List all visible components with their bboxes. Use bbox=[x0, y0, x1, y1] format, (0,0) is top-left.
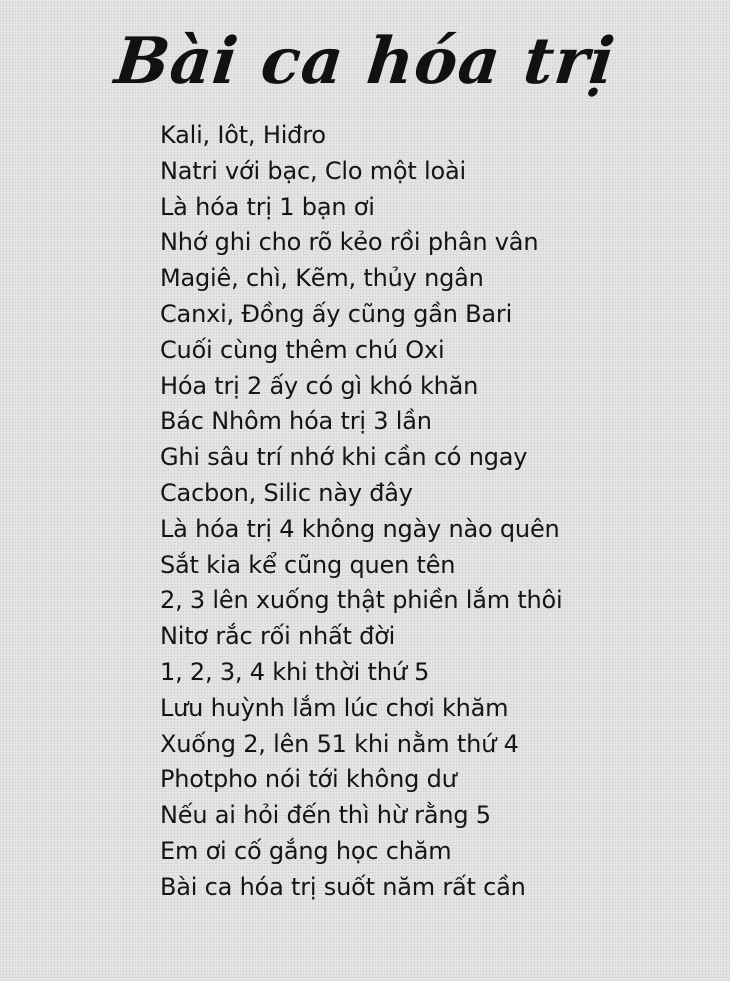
poem-line: Nếu ai hỏi đến thì hừ rằng 5 bbox=[160, 801, 491, 830]
poem-line: Hóa trị 2 ấy có gì khó khăn bbox=[160, 371, 479, 400]
poem-line: Magiê, chì, Kẽm, thủy ngân bbox=[160, 264, 484, 293]
poem-line: Bác Nhôm hóa trị 3 lần bbox=[160, 407, 432, 436]
poem-line: Bài ca hóa trị suốt năm rất cần bbox=[160, 872, 526, 901]
poem-line: Xuống 2, lên 51 khi nằm thứ 4 bbox=[160, 729, 519, 758]
poem-line: Lưu huỳnh lắm lúc chơi khăm bbox=[160, 693, 509, 722]
poem-line: Nhớ ghi cho rõ kẻo rồi phân vân bbox=[160, 228, 539, 257]
poem-line: 1, 2, 3, 4 khi thời thứ 5 bbox=[160, 657, 430, 686]
poem-line: 2, 3 lên xuống thật phiền lắm thôi bbox=[160, 586, 563, 615]
poem-line: Nitơ rắc rối nhất đời bbox=[160, 622, 396, 651]
poem-line: Kali, Iôt, Hiđro bbox=[160, 121, 326, 149]
poem-line: Là hóa trị 1 bạn ơi bbox=[160, 192, 375, 221]
poem-line: Là hóa trị 4 không ngày nào quên bbox=[160, 514, 560, 543]
poem-line: Em ơi cố gắng học chăm bbox=[160, 836, 452, 865]
poem-line: Photpho nói tới không dư bbox=[160, 765, 457, 794]
poem-line: Ghi sâu trí nhớ khi cần có ngay bbox=[160, 443, 528, 472]
poem-body bbox=[160, 118, 563, 906]
poem-line: Natri với bạc, Clo một loài bbox=[160, 156, 466, 185]
poem-line: Canxi, Đồng ấy cũng gần Bari bbox=[160, 299, 513, 328]
poem-line: Cacbon, Silic này đây bbox=[160, 478, 413, 507]
poem-title: Bài ca hóa trị bbox=[111, 24, 619, 99]
poem-line: Sắt kia kể cũng quen tên bbox=[160, 550, 456, 579]
poem-line: Cuối cùng thêm chú Oxi bbox=[160, 335, 445, 364]
